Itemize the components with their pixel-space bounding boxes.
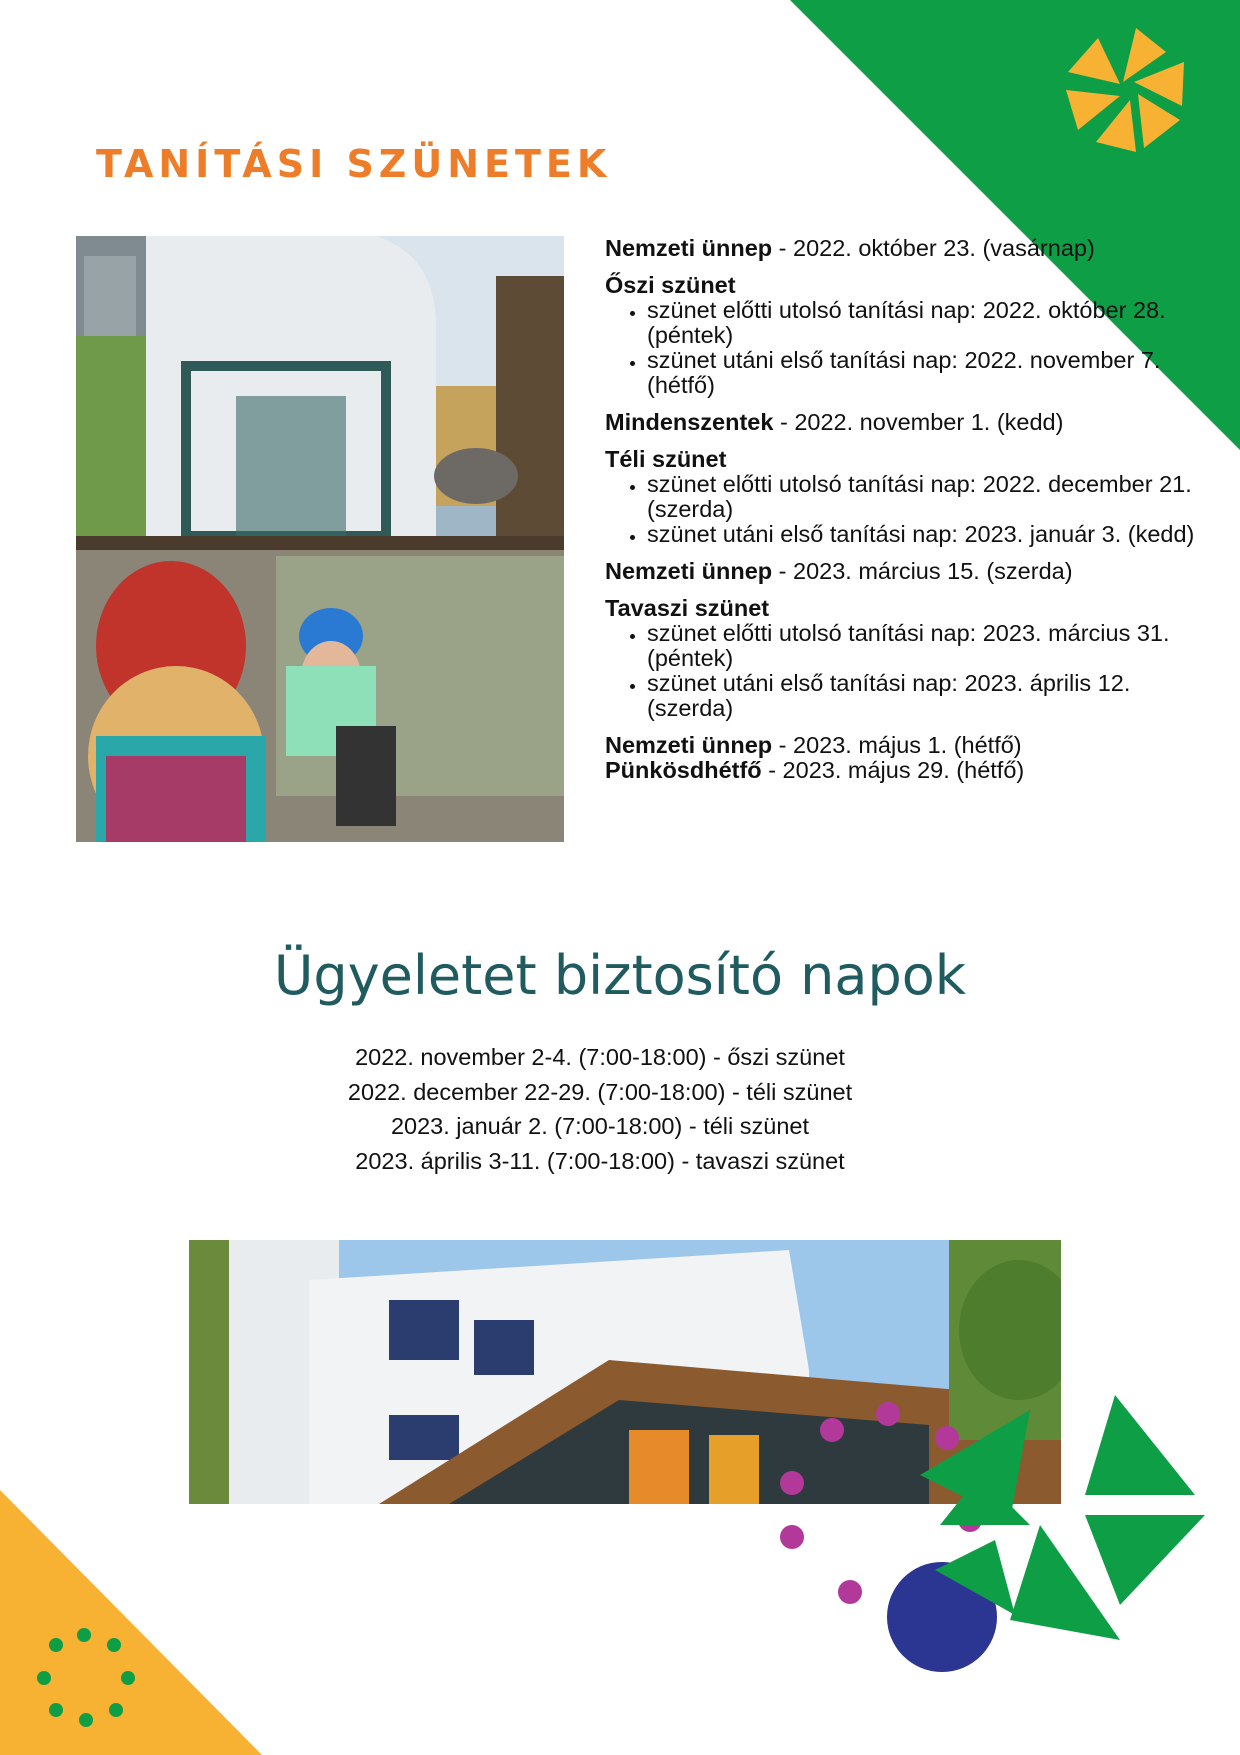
section-title: Ügyeletet biztosító napok <box>273 944 967 1007</box>
duty-days-list <box>0 1040 1200 1178</box>
duty-day: 2022. december 22-29. (7:00-18:00) - téli szünet <box>347 1078 853 1105</box>
list-item: • szünet utáni első tanítási nap: 2023. január 3. (kedd) <box>647 522 1215 547</box>
holiday-tavaszi-list <box>605 621 1215 721</box>
list-item: • szünet előtti utolsó tanítási nap: 2022. december 21. (szerda) <box>647 472 1215 522</box>
holiday-teli-list <box>605 472 1215 547</box>
zoo-photo <box>76 236 564 842</box>
holiday-oszi-heading: Őszi szünet <box>605 272 736 298</box>
holiday-nemzeti-3: Nemzeti ünnep - 2023. május 1. (hétfő) <box>605 732 1022 758</box>
list-item: • szünet utáni első tanítási nap: 2022. november 7. (hétfő) <box>647 348 1215 398</box>
holiday-list <box>605 236 1215 783</box>
holiday-teli-heading: Téli szünet <box>605 446 727 472</box>
holiday-nemzeti-2: Nemzeti ünnep - 2023. március 15. (szerda) <box>605 558 1073 584</box>
list-item: • szünet utáni első tanítási nap: 2023. április 12. (szerda) <box>647 671 1215 721</box>
holiday-tavaszi-heading: Tavaszi szünet <box>605 595 770 621</box>
page-title: TANÍTÁSI SZÜNETEK <box>96 142 612 186</box>
pinwheel-decoration <box>740 1365 1230 1695</box>
duty-day: 2022. november 2-4. (7:00-18:00) - őszi szünet <box>355 1044 845 1070</box>
holiday-punkosd: Pünkösdhétfő - 2023. május 29. (hétfő) <box>605 757 1025 783</box>
list-item: • szünet előtti utolsó tanítási nap: 2023. március 31. (péntek) <box>647 621 1215 671</box>
yellow-corner-decoration <box>0 1490 270 1755</box>
holiday-nemzeti-1: Nemzeti ünnep - 2022. október 23. (vasárnap) <box>605 235 1095 261</box>
list-item: • szünet előtti utolsó tanítási nap: 2022. október 28. (péntek) <box>647 298 1215 348</box>
holiday-oszi-list <box>605 298 1215 398</box>
duty-day: 2023. január 2. (7:00-18:00) - téli szünet <box>390 1113 810 1139</box>
holiday-mindenszentek: Mindenszentek - 2022. november 1. (kedd) <box>605 409 1064 435</box>
duty-day: 2023. április 3-11. (7:00-18:00) - tavaszi szünet <box>355 1147 845 1174</box>
